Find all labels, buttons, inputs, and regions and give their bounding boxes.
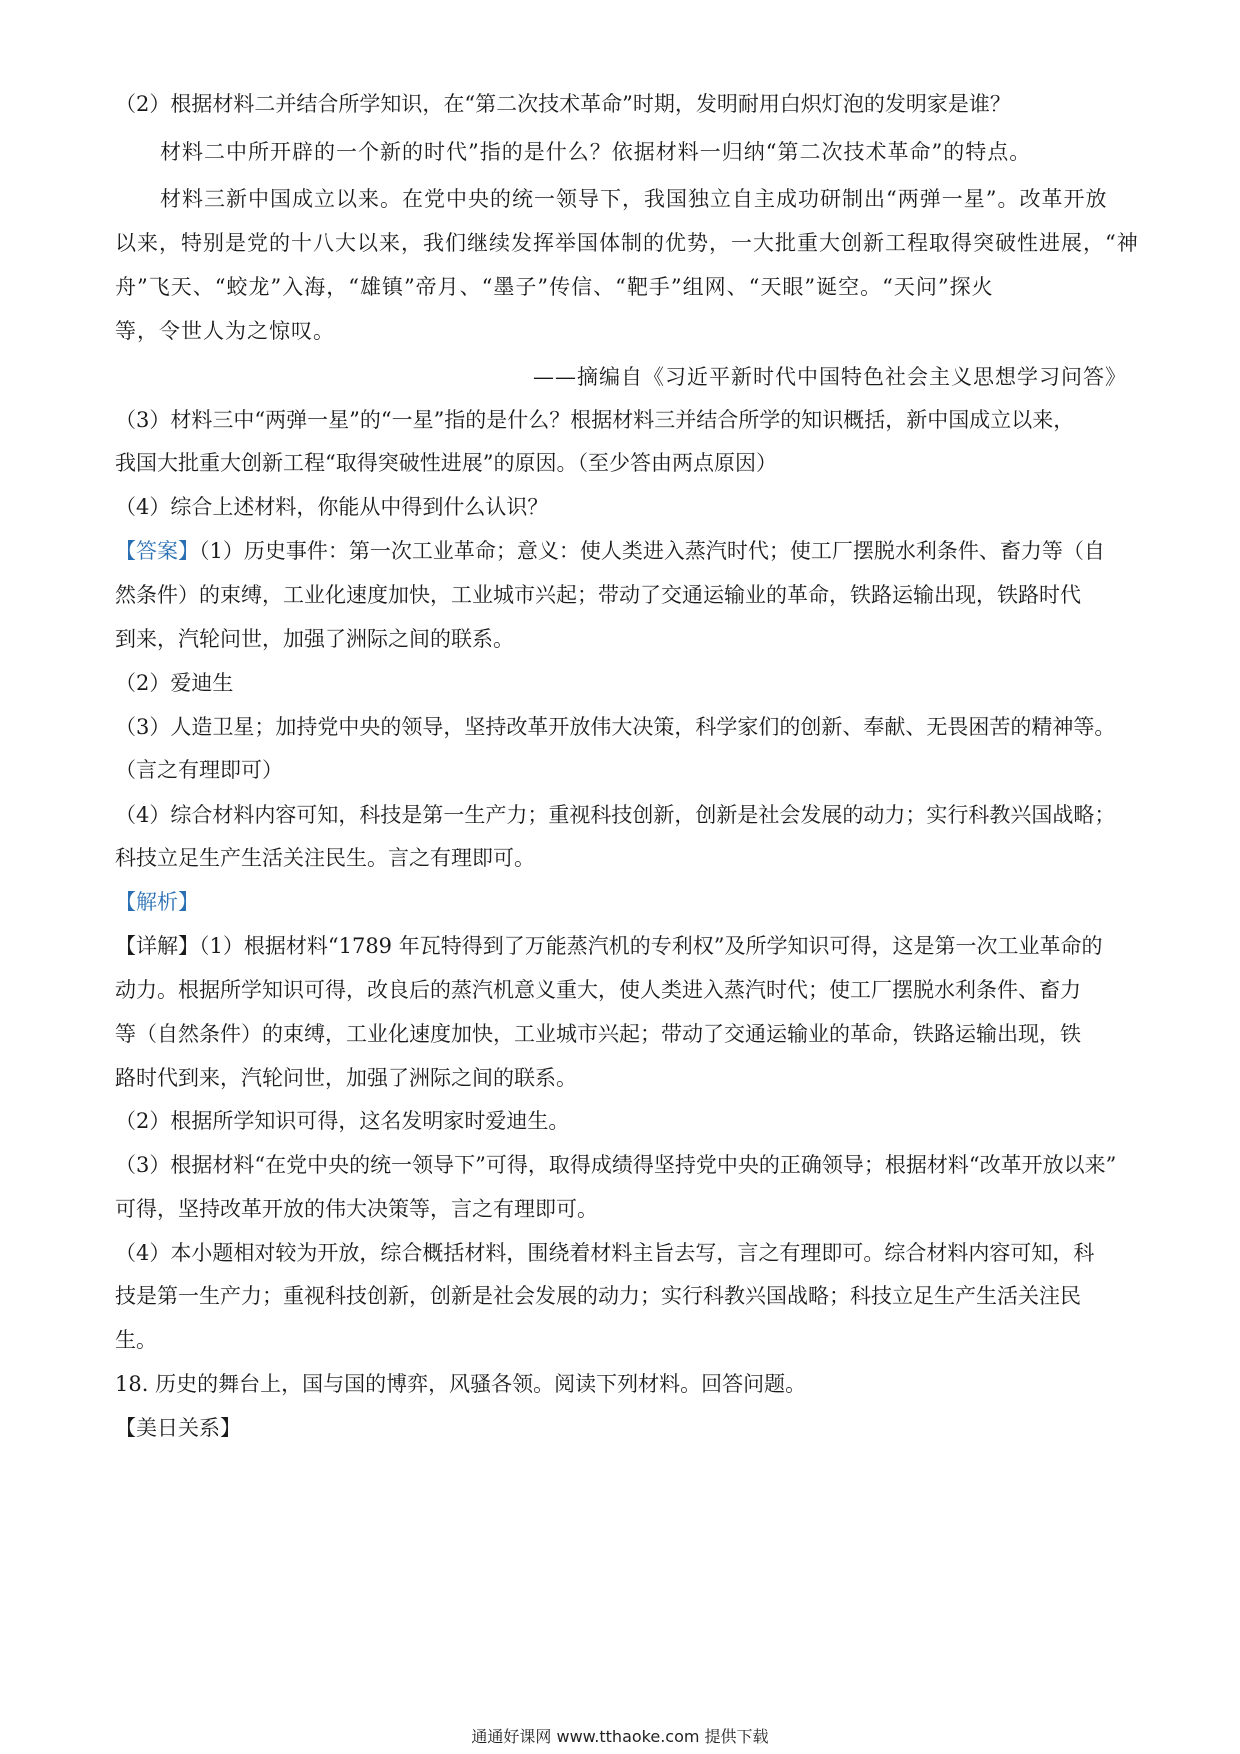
analysis-tag: 【解析】 (115, 890, 199, 914)
section-heading: 【美日关系】 (115, 1416, 241, 1440)
answer-1-line-1 (115, 536, 1127, 566)
answer-3-line-1: （3）人造卫星；加持党中央的领导，坚持改革开放伟大决策，科学家们的创新、奉献、无畏困苦的精神等。 (115, 715, 1116, 739)
answer-1-line-2: 然条件）的束缚，工业化速度加快，工业城市兴起；带动了交通运输业的革命，铁路运输出现，铁路时代 (115, 583, 1081, 607)
question-2-part-b: 材料二中所开辟的一个新的时代”指的是什么？依据材料一归纳“第二次技术革命”的特点。 (160, 140, 1032, 164)
detail-4-line-2: 技是第一生产力；重视科技创新，创新是社会发展的动力；实行科教兴国战略；科技立足生产生活关注民 (115, 1284, 1081, 1308)
material-3-line-3: 舟”飞天、“蛟龙”入海，“雄镇”帝月、“墨子”传信、“靶手”组网、“天眼”诞空。“天问”探火 (115, 275, 994, 299)
material-3-line-2: 以来，特别是党的十八大以来，我们继续发挥举国体制的优势，一大批重大创新工程取得突破性进展，“神 (115, 231, 1139, 255)
detail-4-line-1: （4）本小题相对较为开放，综合概括材料，围绕着材料主旨去写，言之有理即可。综合材料内容可知，科 (115, 1241, 1095, 1265)
question-3-line-2: 我国大批重大创新工程“取得突破性进展”的原因。（至少答由两点原因） (115, 451, 777, 475)
answer-2: （2）爱迪生 (115, 671, 234, 695)
answer-4-line-2: 科技立足生产生活关注民生。言之有理即可。 (115, 846, 535, 870)
material-3-line-4: 等，令世人为之惊叹。 (115, 319, 335, 343)
answer-3-line-2: （言之有理即可） (115, 758, 283, 782)
material-3-line-1: 材料三新中国成立以来。在党中央的统一领导下，我国独立自主成功研制出“两弹一星”。改革开放 (160, 187, 1108, 211)
detail-3-line-1: （3）根据材料“在党中央的统一领导下”可得，取得成绩得坚持党中央的正确领导；根据材料“改革开放以来” (115, 1153, 1117, 1177)
question-3-line-1: （3）材料三中“两弹一星”的“一星”指的是什么？根据材料三并结合所学的知识概括，新中国成立以来， (115, 408, 1075, 432)
question-4: （4）综合上述材料，你能从中得到什么认识？ (115, 495, 549, 519)
detail-4-line-3: 生。 (115, 1328, 157, 1352)
detail-1-line-2: 动力。根据所学知识可得，改良后的蒸汽机意义重大，使人类进入蒸汽时代；使工厂摆脱水利条件、畜力 (115, 978, 1081, 1002)
question-18: 18. 历史的舞台上，国与国的博弈，风骚各领。阅读下列材料。回答问题。 (115, 1372, 807, 1396)
detail-2: （2）根据所学知识可得，这名发明家时爱迪生。 (115, 1109, 570, 1133)
detail-1-line-1: 【详解】（1）根据材料“1789 年瓦特得到了万能蒸汽机的专利权”及所学知识可得，这是第一次工业革命的 (115, 934, 1103, 958)
page-footer: 通通好课网 www.tthaoke.com 提供下载 (471, 1727, 769, 1746)
answer-tag: 【答案】 (115, 539, 199, 563)
detail-3-line-2: 可得，坚持改革开放的伟大决策等，言之有理即可。 (115, 1197, 598, 1221)
question-2: （2）根据材料二并结合所学知识，在“第二次技术革命”时期，发明耐用白炽灯泡的发明家是谁？ (115, 92, 1011, 116)
answer-4-line-1: （4）综合材料内容可知，科技是第一生产力；重视科技创新，创新是社会发展的动力；实行科教兴国战略； (115, 803, 1116, 827)
detail-1-line-4: 路时代到来，汽轮问世，加强了洲际之间的联系。 (115, 1066, 577, 1090)
material-3-source: ——摘编自《习近平新时代中国特色社会主义思想学习问答》 (533, 365, 1127, 389)
answer-1-line-3: 到来，汽轮问世，加强了洲际之间的联系。 (115, 627, 514, 651)
answer-1-text: （1）历史事件：第一次工业革命；意义：使人类进入蒸汽时代；使工厂摆脱水利条件、畜力等（自 (199, 539, 1105, 563)
detail-1-line-3: 等（自然条件）的束缚，工业化速度加快，工业城市兴起；带动了交通运输业的革命，铁路运输出现，铁 (115, 1022, 1081, 1046)
